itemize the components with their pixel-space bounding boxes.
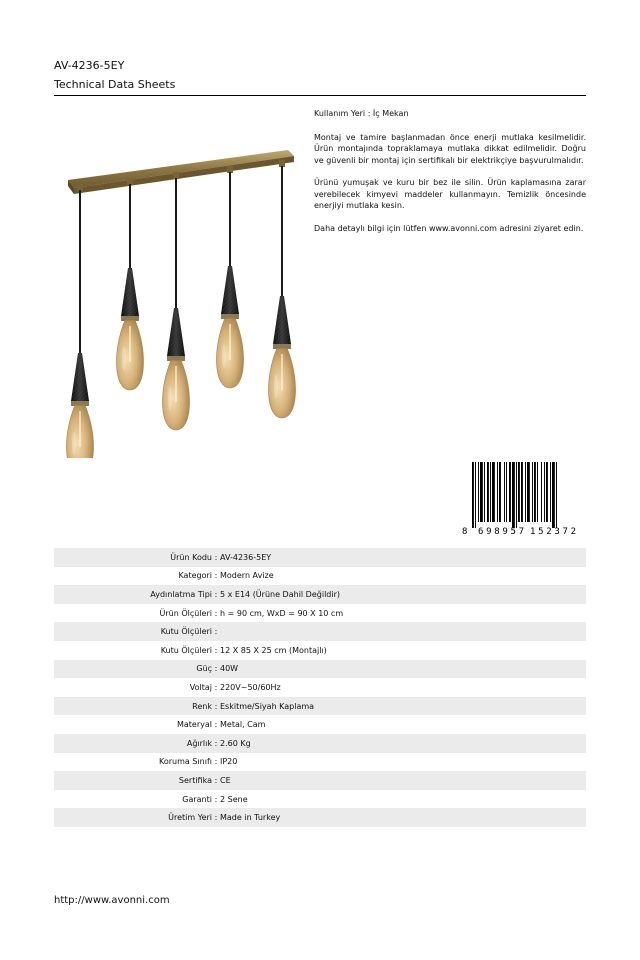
spec-value: 220V~50/60Hz bbox=[220, 682, 281, 692]
spec-row bbox=[54, 697, 586, 716]
spec-value: Made in Turkey bbox=[220, 813, 281, 823]
spec-label: Kutu Ölçüleri bbox=[160, 627, 212, 637]
pendant-light bbox=[162, 172, 189, 430]
spec-row bbox=[54, 585, 586, 604]
spec-label: Ürün Kodu bbox=[170, 552, 212, 562]
spec-value: Metal, Cam bbox=[220, 720, 266, 730]
spec-row bbox=[54, 567, 586, 586]
spec-separator: : bbox=[214, 571, 218, 581]
spec-row bbox=[54, 771, 586, 790]
spec-separator: : bbox=[214, 720, 218, 730]
spec-value: Eskitme/Siyah Kaplama bbox=[220, 701, 315, 711]
spec-separator: : bbox=[214, 794, 218, 804]
spec-separator: : bbox=[214, 608, 218, 618]
spec-label: Aydınlatma Tipi bbox=[150, 589, 212, 599]
spec-row bbox=[54, 604, 586, 623]
spec-separator: : bbox=[214, 813, 218, 823]
spec-value: 2 Sene bbox=[220, 794, 248, 804]
barcode bbox=[460, 462, 586, 538]
pendant-light bbox=[268, 160, 295, 418]
barcode-digit-first: 8 bbox=[462, 527, 468, 537]
spec-label: Üretim Yeri bbox=[168, 813, 212, 823]
pendant-light bbox=[66, 184, 93, 458]
barcode-digits-right: 152372 bbox=[530, 527, 576, 537]
spec-value: h = 90 cm, WxD = 90 X 10 cm bbox=[220, 608, 344, 618]
spec-label: Ürün Ölçüleri bbox=[159, 608, 212, 618]
pendant-light bbox=[116, 178, 143, 390]
spec-label: Sertifika bbox=[178, 775, 212, 785]
spec-label: Ağırlık bbox=[186, 738, 212, 748]
spec-label: Kutu Ölçüleri bbox=[160, 645, 212, 655]
product-image bbox=[58, 148, 304, 458]
spec-value: 40W bbox=[220, 664, 239, 674]
spec-separator: : bbox=[214, 775, 218, 785]
spec-value: CE bbox=[220, 775, 231, 785]
spec-separator: : bbox=[214, 738, 218, 748]
product-code-title: AV-4236-5EY bbox=[54, 59, 125, 72]
spec-label: Voltaj bbox=[189, 682, 212, 692]
spec-row bbox=[54, 678, 586, 697]
spec-value: 5 x E14 (Ürüne Dahil Değildir) bbox=[220, 589, 340, 599]
spec-row bbox=[54, 548, 586, 567]
spec-label: Kategori bbox=[178, 571, 212, 581]
usage-text: Kullanım Yeri : İç Mekan bbox=[314, 109, 409, 118]
spec-separator: : bbox=[214, 627, 218, 637]
spec-value: 2.60 Kg bbox=[220, 738, 251, 748]
spec-separator: : bbox=[214, 757, 218, 767]
footer-url: http://www.avonni.com bbox=[54, 895, 170, 906]
spec-row bbox=[54, 622, 586, 641]
spec-label: Renk bbox=[192, 701, 212, 711]
spec-separator: : bbox=[214, 682, 218, 692]
spec-separator: : bbox=[214, 589, 218, 599]
spec-row bbox=[54, 808, 586, 827]
spec-label: Garanti bbox=[182, 794, 212, 804]
spec-value: 12 X 85 X 25 cm (Montajlı) bbox=[220, 645, 327, 655]
header-divider bbox=[54, 95, 586, 96]
spec-separator: : bbox=[214, 552, 218, 562]
spec-row bbox=[54, 715, 586, 734]
spec-label: Güç bbox=[196, 664, 212, 674]
spec-label: Koruma Sınıfı bbox=[159, 757, 212, 767]
spec-separator: : bbox=[214, 645, 218, 655]
spec-value: IP20 bbox=[220, 757, 238, 767]
pendant-light bbox=[216, 166, 243, 388]
spec-row bbox=[54, 734, 586, 753]
spec-value: AV-4236-5EY bbox=[220, 552, 272, 562]
canopy-bar bbox=[68, 150, 294, 194]
spec-row bbox=[54, 660, 586, 679]
barcode-bars bbox=[472, 462, 557, 528]
info-paragraph-installation: Montaj ve tamire başlanmadan önce enerji mutlaka kesilmelidir. Ürün montajında topraklamaya mutlaka dikkat edilmelidir. Doğru ve güvenli bir montaj için sertifikalı bir elektrikçiye başvurulmalıdır. bbox=[314, 132, 586, 165]
page-header bbox=[54, 58, 586, 96]
spec-separator: : bbox=[214, 664, 218, 674]
spec-label: Materyal bbox=[176, 720, 212, 730]
info-block bbox=[314, 108, 586, 245]
document-subtitle: Technical Data Sheets bbox=[54, 78, 176, 91]
barcode-digits-left: 698957 bbox=[478, 527, 524, 537]
spec-row bbox=[54, 641, 586, 660]
spec-table bbox=[54, 548, 586, 827]
info-paragraph-website: Daha detaylı bilgi için lütfen www.avonni.com adresini ziyaret edin. bbox=[314, 223, 584, 233]
spec-separator: : bbox=[214, 701, 218, 711]
info-paragraph-cleaning: Ürünü yumuşak ve kuru bir bez ile silin. Ürün kaplamasına zarar verebilecek kimyevi maddeler kullanmayın. Temizlik öncesinde enerjiyi mutlaka kesin. bbox=[314, 178, 586, 210]
spec-value: Modern Avize bbox=[220, 571, 274, 581]
spec-row bbox=[54, 753, 586, 772]
spec-row bbox=[54, 790, 586, 809]
